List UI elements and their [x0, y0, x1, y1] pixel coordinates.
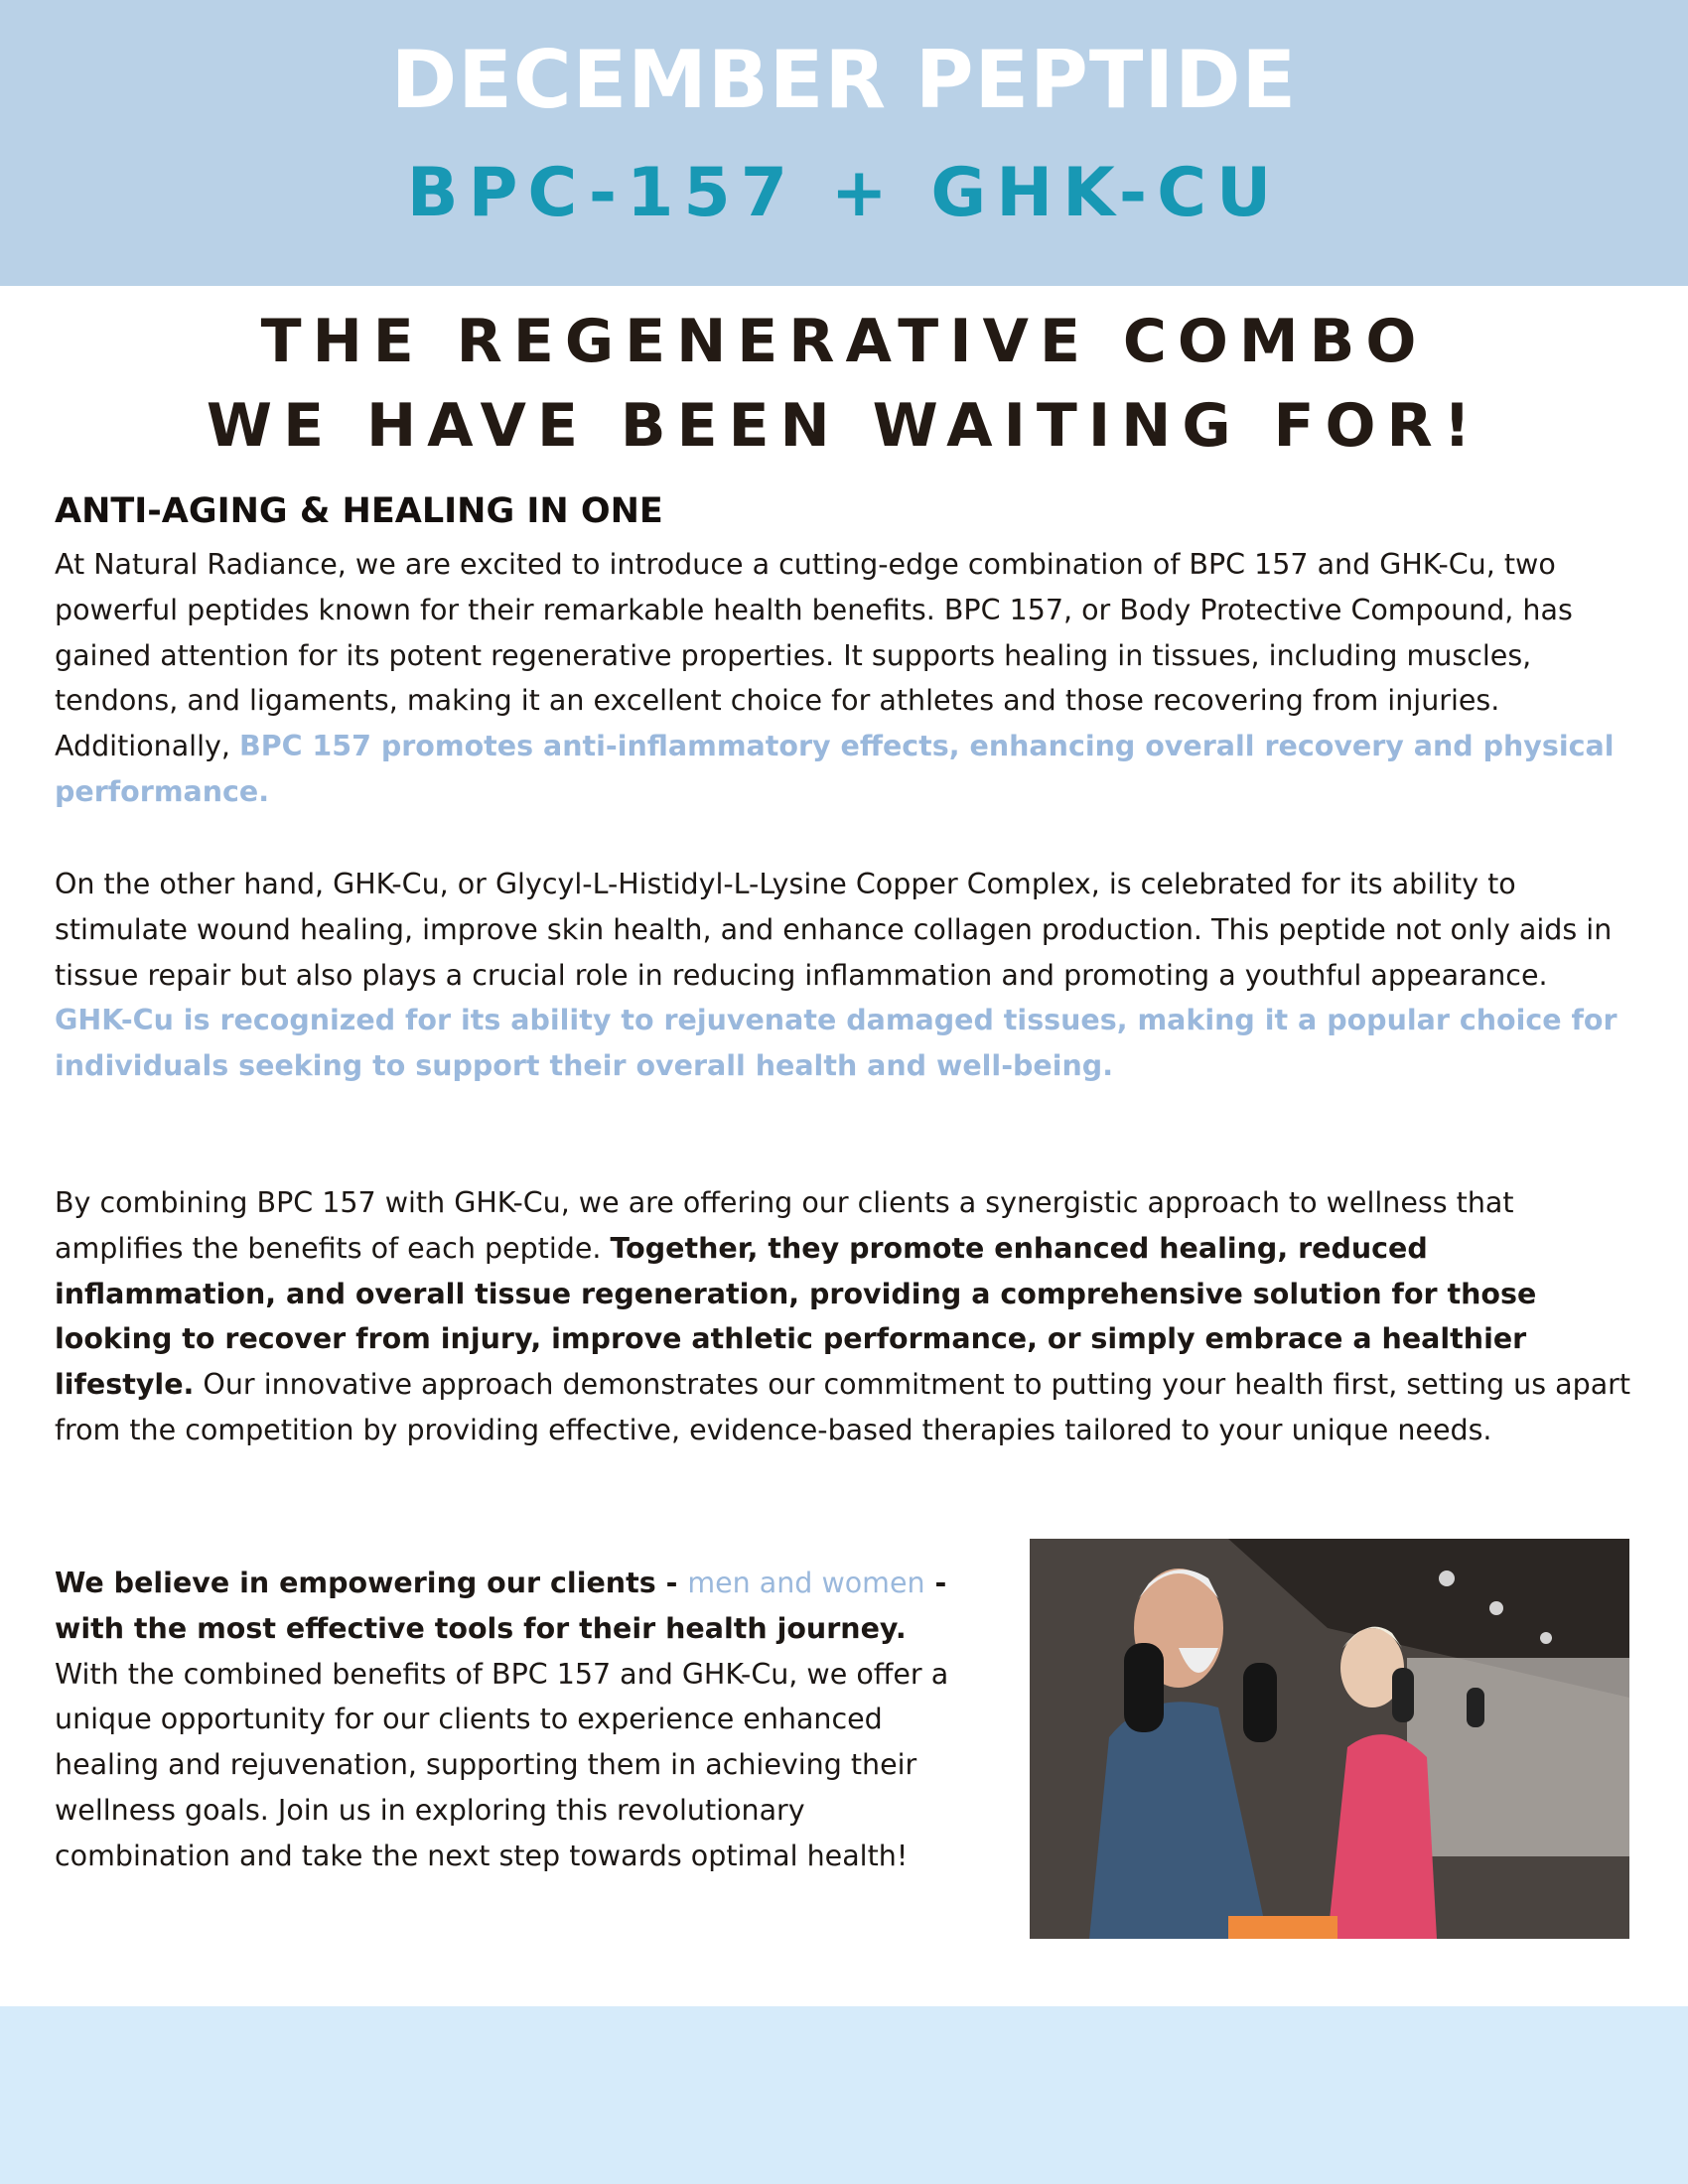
gym-photo [1030, 1539, 1629, 1939]
headline-line-1: THE REGENERATIVE COMBO [260, 307, 1428, 376]
headline-line-2: WE HAVE BEEN WAITING FOR! [206, 391, 1482, 461]
header-banner [0, 0, 1688, 286]
paragraph-ghkcu [55, 862, 1633, 1089]
paragraph-text: With the combined benefits of BPC 157 and GHK-Cu, we offer a unique opportunity for our clients to experience enhanced healing and rejuvenation, supporting them in achieving their wellness goals. Join us in exploring this revolutionary combination and take the next step towards optimal health! [55, 1657, 949, 1872]
section-heading: ANTI-AGING & HEALING IN ONE [55, 491, 663, 531]
paragraph-text: On the other hand, GHK-Cu, or Glycyl-L-Histidyl-L-Lysine Copper Complex, is celebrated for its ability to stimulate wound healing, improve skin health, and enhance collagen production. This peptide not only aids in tissue repair but also plays a crucial role in reducing inflammation and promoting a youthful appearance. [55, 868, 1613, 992]
bold-text: Together, they promote enhanced healing, reduced inflammation, and overall tissue regeneration, providing a comprehensive solution for those looking to recover from injury, improve athletic performance, or simply embrace a healthier lifestyle. [55, 1231, 1537, 1402]
highlight-text: BPC 157 promotes anti-inflammatory effects, enhancing overall recovery and physical performance. [55, 730, 1615, 808]
seniors-lifting-dumbbells-illustration [1030, 1539, 1629, 1939]
paragraph-bpc157 [55, 542, 1633, 815]
paragraph-text: At Natural Radiance, we are excited to introduce a cutting-edge combination of BPC 157 and GHK-Cu, two powerful peptides known for their remarkable health benefits. BPC 157, or Body Protective Compound, has gained attention for its potent regenerative properties. It supports healing in tissues, including muscles, tendons, and ligaments, making it an excellent choice for athletes and those recovering from injuries. Additionally, [55, 548, 1573, 763]
paragraph-combination [55, 1180, 1633, 1453]
bold-text: - with the most effective tools for their health journey. [55, 1567, 947, 1645]
bold-text: We believe in empowering our clients - [55, 1567, 688, 1599]
paragraph-text: By combining BPC 157 with GHK-Cu, we are offering our clients a synergistic approach to wellness that amplifies the benefits of each peptide. [55, 1186, 1514, 1265]
header-subtitle: BPC-157 + GHK-CU [406, 154, 1282, 232]
highlight-text: men and women [687, 1567, 925, 1599]
header-title: DECEMBER PEPTIDE [390, 34, 1298, 126]
footer-band [0, 2006, 1688, 2184]
paragraph-empowering [55, 1561, 958, 1879]
highlight-text: GHK-Cu is recognized for its ability to rejuvenate damaged tissues, making it a popular choice for individuals seeking to support their overall health and well-being. [55, 1004, 1618, 1083]
paragraph-text: Our innovative approach demonstrates our commitment to putting your health first, setting us apart from the competition by providing effective, evidence-based therapies tailored to your unique needs. [55, 1368, 1631, 1446]
